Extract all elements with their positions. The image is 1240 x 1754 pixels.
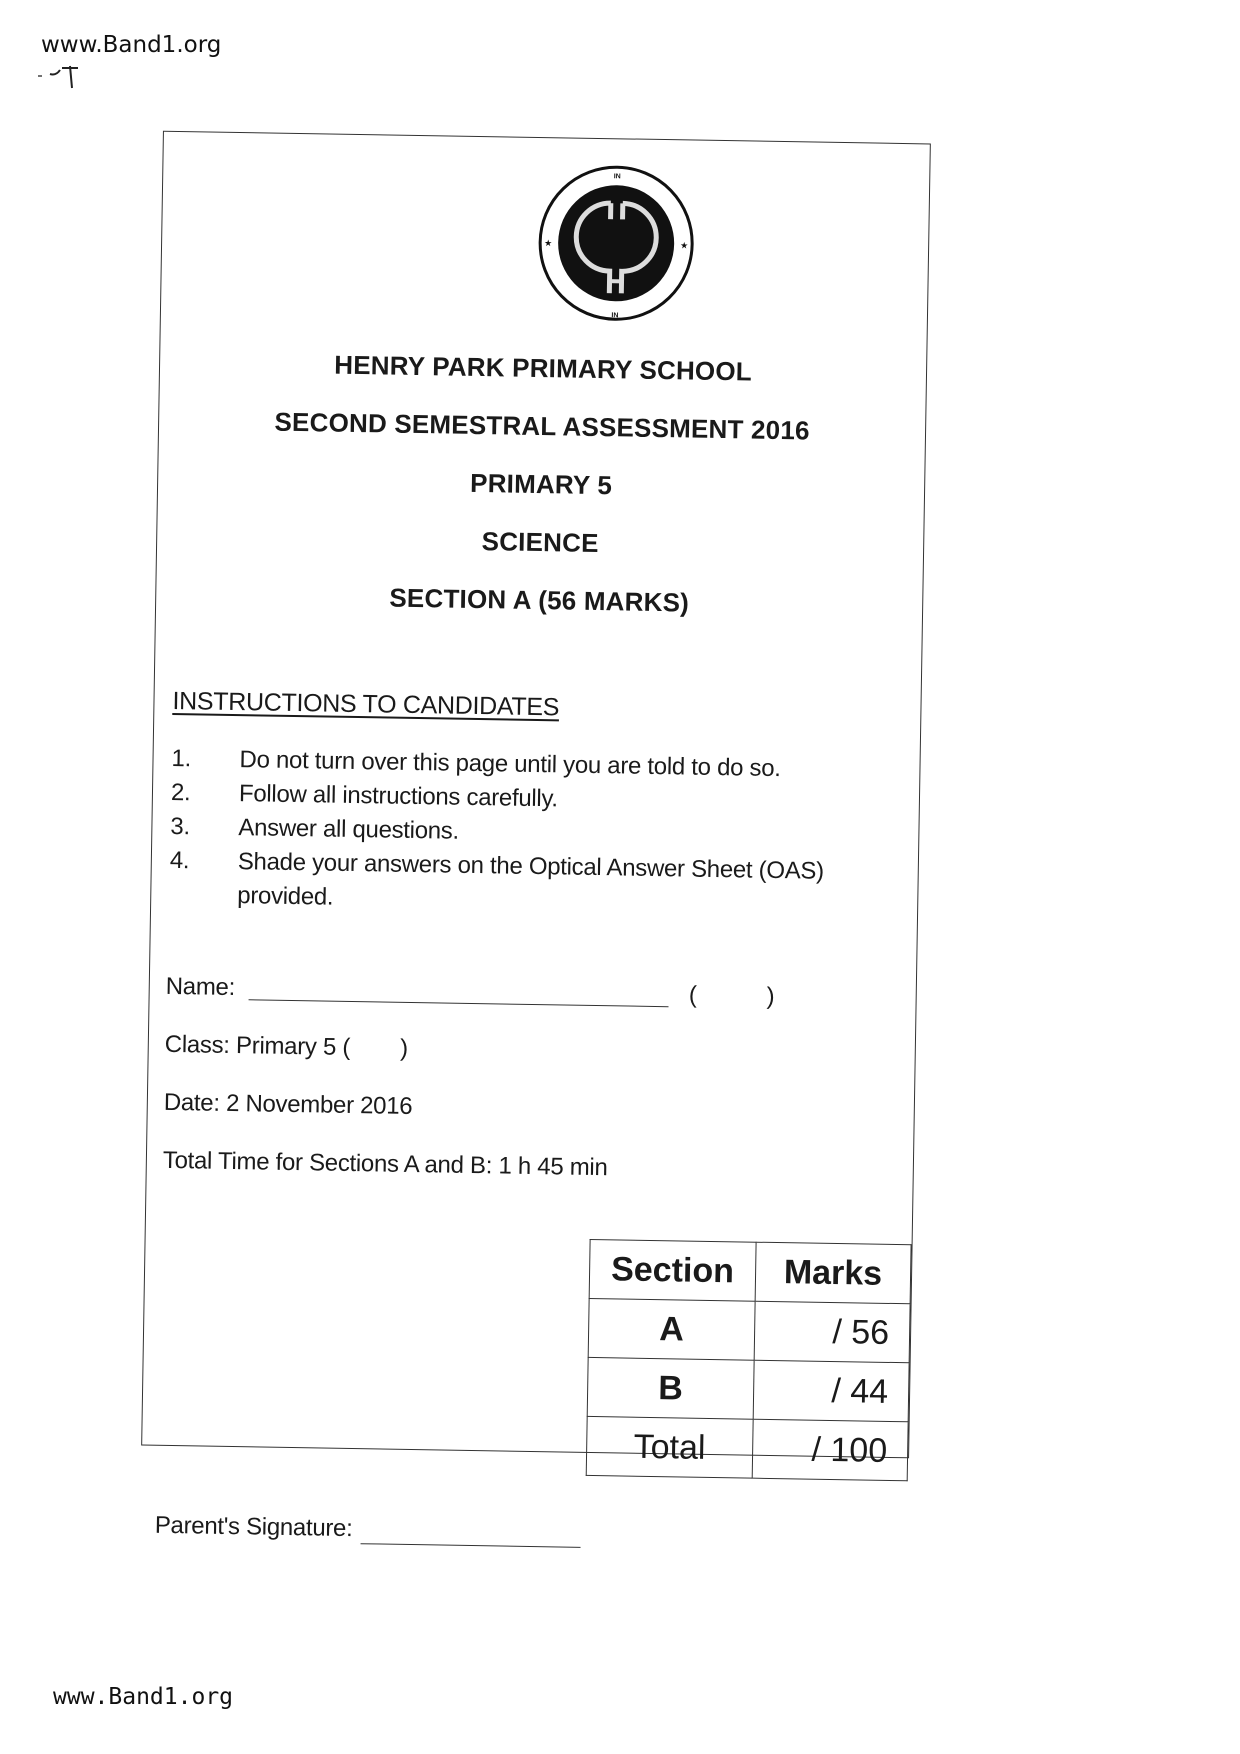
section-cell: Total xyxy=(586,1416,753,1478)
level: PRIMARY 5 xyxy=(469,467,613,501)
section-title: SECTION A (56 MARKS) xyxy=(389,582,690,618)
svg-text:★: ★ xyxy=(680,240,689,251)
index-open-paren: ( xyxy=(688,981,697,1009)
exam-cover-sheet xyxy=(141,131,931,1543)
class-label: Class: Primary 5 ( xyxy=(164,1030,351,1061)
instructions-heading: INSTRUCTIONS TO CANDIDATES xyxy=(172,686,560,722)
table-row xyxy=(588,1298,910,1362)
total-time-text: Total Time for Sections A and B: 1 h 45 min xyxy=(162,1146,608,1182)
svg-text:IN: IN xyxy=(613,173,621,181)
school-name: HENRY PARK PRIMARY SCHOOL xyxy=(334,349,753,387)
index-number-field[interactable] xyxy=(697,981,767,982)
instruction-number: 4. xyxy=(169,846,190,875)
section-cell: B xyxy=(587,1357,754,1419)
instruction-text: Answer all questions. xyxy=(238,814,460,845)
instruction-number: 2. xyxy=(170,778,191,807)
watermark-bottom: www.Band1.org xyxy=(53,1684,234,1710)
title-block xyxy=(156,347,927,650)
class-field[interactable] xyxy=(350,1033,400,1034)
watermark-top: www.Band1.org xyxy=(41,32,222,58)
marks-cell[interactable]: / 56 xyxy=(754,1301,910,1363)
handwritten-mark-icon xyxy=(36,62,96,92)
instruction-number: 3. xyxy=(170,812,191,841)
index-close-paren: ) xyxy=(766,982,775,1010)
instruction-number: 1. xyxy=(171,744,192,773)
class-close-paren: ) xyxy=(399,1034,408,1062)
instruction-item xyxy=(169,844,910,924)
date-text: Date: 2 November 2016 xyxy=(163,1088,413,1120)
name-label: Name: xyxy=(165,972,236,1002)
marks-table xyxy=(586,1239,912,1481)
header-marks: Marks xyxy=(755,1242,911,1304)
marks-cell[interactable]: / 100 xyxy=(752,1419,908,1481)
signature-field[interactable] xyxy=(360,1515,580,1548)
signature-row xyxy=(155,1512,581,1548)
instruction-text: Shade your answers on the Optical Answer Sheet (OAS) provided. xyxy=(237,848,825,911)
subject: SCIENCE xyxy=(481,526,599,559)
instruction-text: Follow all instructions carefully. xyxy=(238,780,558,813)
table-header-row xyxy=(589,1239,911,1303)
school-crest-icon xyxy=(535,162,698,325)
time-row xyxy=(162,1146,903,1216)
svg-text:★: ★ xyxy=(544,238,553,249)
table-row xyxy=(586,1416,908,1480)
header-section: Section xyxy=(589,1239,756,1301)
signature-label: Parent's Signature: xyxy=(154,1511,353,1543)
name-field[interactable] xyxy=(249,973,669,1007)
svg-text:IN: IN xyxy=(611,312,619,320)
table-row xyxy=(587,1357,909,1421)
instructions xyxy=(169,687,913,924)
section-cell: A xyxy=(588,1298,755,1360)
assessment-title: SECOND SEMESTRAL ASSESSMENT 2016 xyxy=(274,406,810,446)
candidate-fields xyxy=(162,972,906,1216)
instruction-text: Do not turn over this page until you are told to do so. xyxy=(239,746,781,783)
marks-cell[interactable]: / 44 xyxy=(753,1360,909,1422)
